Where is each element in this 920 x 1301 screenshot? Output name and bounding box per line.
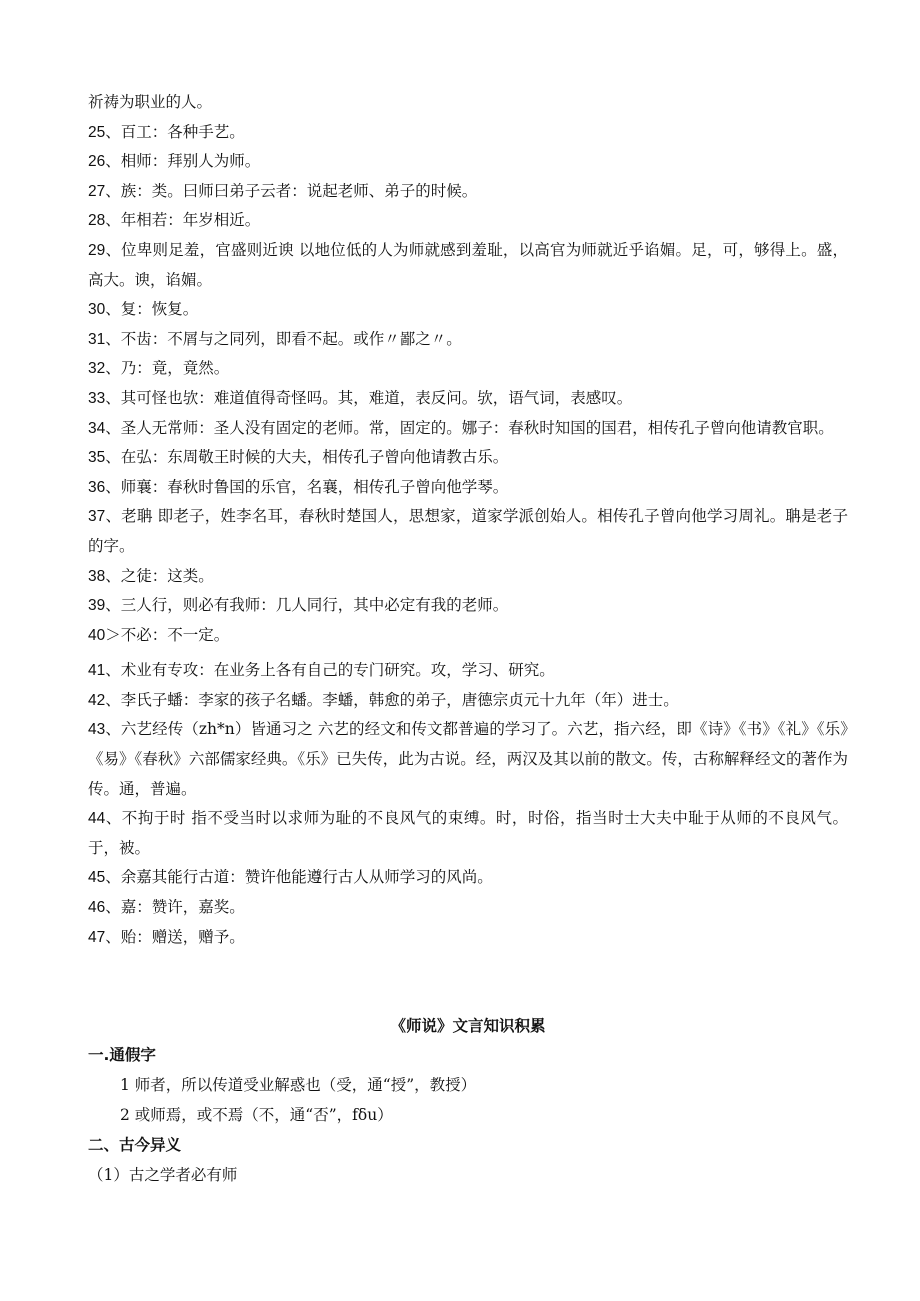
- note-text: 、三人行，则必有我师：几人同行，其中必定有我的老师。: [105, 596, 509, 615]
- note-item: [88, 236, 848, 295]
- note-number: 39: [88, 597, 106, 615]
- note-text: 、其可怪也欤：难道值得奇怪吗。其，难道，表反问。欤，语气词，表感叹。: [105, 388, 633, 407]
- note-number: 46: [88, 899, 106, 917]
- note-text: 、百工：各种手艺。: [105, 122, 245, 141]
- note-item: [88, 295, 848, 325]
- note-item: [88, 502, 848, 561]
- note-number: 35: [88, 449, 106, 467]
- note-number: 26: [88, 153, 106, 171]
- list-item: （1）古之学者必有师: [88, 1166, 238, 1184]
- heading-tongjiazi: 一.通假字: [88, 1046, 156, 1064]
- note-text: 、老聃 即老子，姓李名耳，春秋时楚国人，思想家，道家学派创始人。相传孔子曾向他学习周礼。聃是老子的字。: [88, 507, 848, 555]
- note-number: 36: [88, 478, 106, 496]
- note-text: 、余嘉其能行古道：赞许他能遵行古人从师学习的风尚。: [105, 868, 493, 887]
- note-item: [88, 443, 848, 473]
- note-item: [88, 804, 848, 863]
- note-text: 、不拘于时 指不受当时以求师为耻的不良风气的束缚。时，时俗，指当时士大夫中耻于从师的不良风气。于，被。: [88, 809, 848, 857]
- note-item: [88, 325, 848, 355]
- note-item: [88, 414, 848, 444]
- note-item: [88, 591, 848, 621]
- note-number: 38: [88, 567, 106, 585]
- note-number: 31: [88, 330, 106, 348]
- note-text: 、李氏子蟠：李家的孩子名蟠。李蟠，韩愈的弟子，唐德宗贞元十九年（年）进士。: [105, 690, 679, 709]
- note-item: [88, 923, 848, 953]
- note-number: 30: [88, 301, 106, 319]
- note-text: 、在弘：东周敬王时候的大夫，相传孔子曾向他请教古乐。: [105, 448, 509, 467]
- note-item: [88, 206, 848, 236]
- note-text: 、年相若：年岁相近。: [105, 211, 261, 230]
- note-number: 29: [88, 241, 106, 259]
- note-item: [88, 118, 848, 148]
- section-title: 《师说》文言知识积累: [390, 1017, 546, 1035]
- note-item: [88, 177, 848, 207]
- note-text: 、相师：拜别人为师。: [105, 152, 261, 171]
- note-item: [88, 621, 848, 651]
- note-text: 、术业有专攻：在业务上各有自己的专门研究。攻，学习、研究。: [105, 661, 555, 680]
- note-item: [88, 863, 848, 893]
- note-item: [88, 88, 848, 118]
- note-number: 32: [88, 360, 106, 378]
- note-number: 33: [88, 389, 106, 407]
- note-number: 28: [88, 212, 106, 230]
- note-item: [88, 656, 848, 686]
- note-item: [88, 893, 848, 923]
- note-number: 34: [88, 419, 106, 437]
- note-number: 27: [88, 182, 106, 200]
- list-item: 2 或师焉，或不焉（不，通“否”，fδu）: [120, 1106, 393, 1124]
- note-item: [88, 473, 848, 503]
- note-number: 41: [88, 662, 106, 680]
- note-item: [88, 147, 848, 177]
- note-number: 44: [88, 810, 106, 828]
- note-text: 、族：类。曰师曰弟子云者：说起老师、弟子的时候。: [105, 181, 478, 200]
- note-text: 、圣人无常师：圣人没有固定的老师。常，固定的。娜子：春秋时知国的国君，相传孔子曾向他请教官职。: [105, 418, 834, 437]
- note-number: 47: [88, 928, 106, 946]
- annotation-list: [88, 88, 848, 952]
- note-number: 40: [88, 626, 106, 644]
- note-item: [88, 715, 848, 804]
- note-text: ＞不必：不一定。: [105, 625, 230, 644]
- note-item: [88, 562, 848, 592]
- note-text: 、师襄：春秋时鲁国的乐官，名襄，相传孔子曾向他学琴。: [105, 477, 509, 496]
- note-number: 45: [88, 869, 106, 887]
- note-item: [88, 384, 848, 414]
- note-item: [88, 354, 848, 384]
- note-number: 42: [88, 691, 106, 709]
- note-text: 、嘉：赞许，嘉奖。: [105, 898, 245, 917]
- note-item: [88, 686, 848, 716]
- note-number: 43: [88, 721, 106, 739]
- note-text: 、贻：赠送，赠予。: [105, 927, 245, 946]
- note-number: 25: [88, 123, 106, 141]
- knowledge-section: [88, 1012, 848, 1190]
- list-item: 1 师者，所以传道受业解惑也（受，通“授”，教授）: [120, 1076, 477, 1094]
- note-text: 、六艺经传（zh*n）皆通习之 六艺的经文和传文都普遍的学习了。六艺，指六经，即《诗》《书》《礼》《乐》《易》《春秋》六部儒家经典。《乐》已失传，此为古说。经，两汉及其以前的散文。传，古称解释经文的著作为传。通，普遍。: [88, 720, 848, 798]
- note-text: 、位卑则足羞，官盛则近谀 以地位低的人为师就感到羞耻，以高官为师就近乎谄媚。足，可，够得上。盛，高大。谀，谄媚。: [88, 240, 848, 289]
- note-number: 37: [88, 508, 106, 526]
- note-text: 、乃：竟，竟然。: [105, 359, 230, 378]
- note-text: 、之徒：这类。: [105, 566, 214, 585]
- note-text: 、复：恢复。: [105, 300, 199, 319]
- note-text: 祈祷为职业的人。: [88, 93, 213, 111]
- note-text: 、不齿：不屑与之同列，即看不起。或作〃鄙之〃。: [105, 329, 462, 348]
- heading-gujinyiyi: 二、古今异义: [88, 1136, 182, 1154]
